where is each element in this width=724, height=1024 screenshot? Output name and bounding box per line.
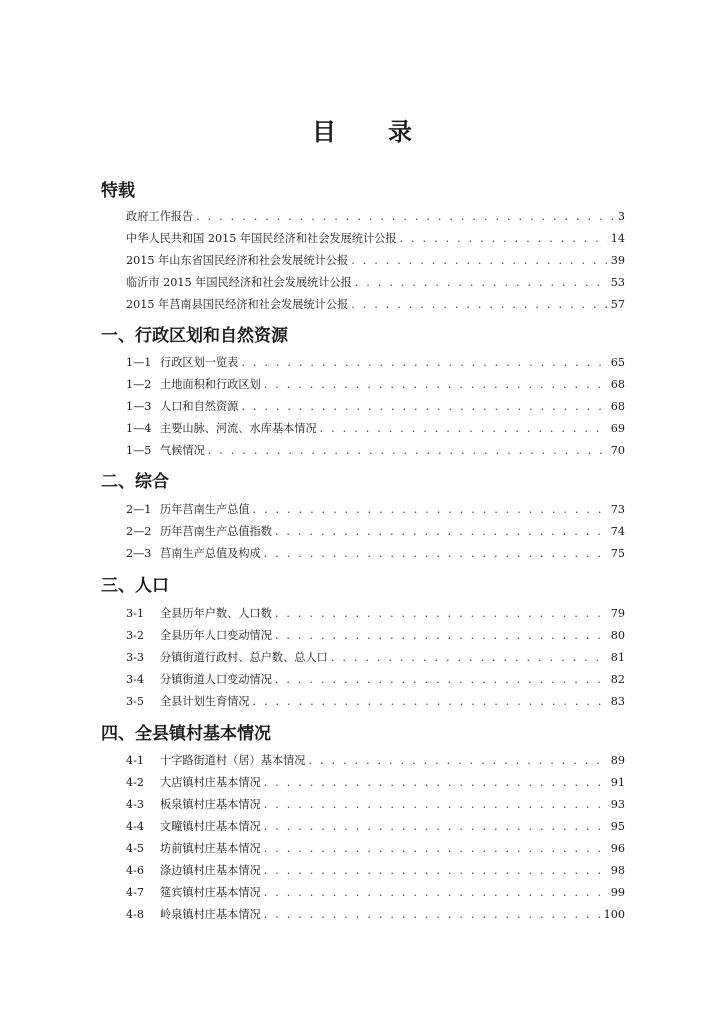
dot-leader (264, 907, 601, 923)
toc-entry[interactable] (126, 753, 625, 769)
dot-leader (264, 863, 608, 879)
entry-number: 3-2 (126, 629, 145, 642)
dot-leader (241, 399, 607, 415)
entry-page: 91 (610, 776, 625, 789)
toc-entry[interactable] (126, 297, 625, 313)
toc-entry[interactable] (126, 650, 625, 666)
entry-title: 历年莒南生产总值指数 (160, 525, 272, 538)
entry-title: 岭泉镇村庄基本情况 (160, 908, 261, 921)
entry-page: 82 (610, 673, 625, 686)
entry-page: 57 (610, 298, 625, 311)
entry-page: 79 (610, 607, 625, 620)
toc-entry[interactable] (126, 907, 625, 923)
entry-page: 99 (610, 886, 625, 899)
dot-leader (264, 797, 608, 813)
entry-title: 板泉镇村庄基本情况 (160, 798, 261, 811)
entry-page: 89 (610, 754, 625, 767)
section-heading: 四、全县镇村基本情况 (101, 724, 271, 744)
dot-leader (275, 672, 608, 688)
dot-leader (351, 253, 608, 269)
dot-leader (264, 546, 608, 562)
entry-title: 2015 年莒南县国民经济和社会发展统计公报 (126, 298, 349, 311)
entry-title: 文疃镇村庄基本情况 (160, 820, 261, 833)
entry-number: 1—5 (126, 444, 152, 457)
entry-number: 4-3 (126, 798, 145, 811)
entry-page: 83 (610, 695, 625, 708)
entry-number: 4-5 (126, 842, 145, 855)
dot-leader (264, 841, 608, 857)
entry-title: 全县历年户数、人口数 (160, 607, 272, 620)
entry-number: 3-5 (126, 695, 145, 708)
entry-number: 4-7 (126, 886, 145, 899)
toc-entry[interactable] (126, 443, 625, 459)
dot-leader (196, 209, 615, 225)
section-heading: 三、人口 (101, 576, 169, 596)
toc-entry[interactable] (126, 672, 625, 688)
entry-title: 坊前镇村庄基本情况 (160, 842, 261, 855)
entry-title: 莒南生产总值及构成 (160, 547, 261, 560)
section-heading: 二、综合 (101, 472, 169, 492)
title-char-1: 目 (312, 118, 336, 146)
entry-page: 68 (610, 400, 625, 413)
entry-number: 1—2 (126, 378, 152, 391)
entry-title: 全县历年人口变动情况 (160, 629, 272, 642)
entry-page: 93 (610, 798, 625, 811)
toc-entry[interactable] (126, 231, 625, 247)
page-title (0, 112, 724, 147)
entry-number: 4-6 (126, 864, 145, 877)
toc-entry[interactable] (126, 546, 625, 562)
toc-entry[interactable] (126, 377, 625, 393)
entry-page: 98 (610, 864, 625, 877)
entry-number: 1—1 (126, 356, 152, 369)
entry-page: 80 (610, 629, 625, 642)
entry-page: 14 (610, 232, 625, 245)
toc-entry[interactable] (126, 841, 625, 857)
entry-number: 2—3 (126, 547, 152, 560)
toc-entry[interactable] (126, 797, 625, 813)
entry-page: 3 (617, 210, 625, 223)
entry-title: 分镇街道行政村、总户数、总人口 (160, 651, 328, 664)
entry-number: 1—4 (126, 422, 152, 435)
entry-title: 政府工作报告 (126, 210, 194, 223)
section-heading: 一、行政区划和自然资源 (101, 326, 288, 346)
toc-entry[interactable] (126, 885, 625, 901)
toc-entry[interactable] (126, 399, 625, 415)
dot-leader (400, 231, 608, 247)
entry-number: 1—3 (126, 400, 152, 413)
entry-page: 81 (610, 651, 625, 664)
entry-title: 筵宾镇村庄基本情况 (160, 886, 261, 899)
entry-page: 65 (610, 356, 625, 369)
entry-page: 39 (610, 254, 625, 267)
entry-number: 4-4 (126, 820, 145, 833)
toc-entry[interactable] (126, 775, 625, 791)
entry-page: 68 (610, 378, 625, 391)
entry-title: 中华人民共和国 2015 年国民经济和社会发展统计公报 (126, 232, 397, 245)
dot-leader (241, 355, 607, 371)
dot-leader (320, 421, 608, 437)
toc-entry[interactable] (126, 253, 625, 269)
entry-page: 70 (610, 444, 625, 457)
dot-leader (264, 819, 608, 835)
dot-leader (355, 275, 608, 291)
entry-title: 行政区划一览表 (160, 356, 239, 369)
toc-entry[interactable] (126, 209, 625, 225)
dot-leader (253, 694, 608, 710)
entry-title: 分镇街道人口变动情况 (160, 673, 272, 686)
entry-number: 2—2 (126, 525, 152, 538)
toc-entry[interactable] (126, 606, 625, 622)
dot-leader (253, 502, 608, 518)
entry-page: 69 (610, 422, 625, 435)
entry-page: 73 (610, 503, 625, 516)
dot-leader (308, 753, 607, 769)
entry-page: 95 (610, 820, 625, 833)
toc-entry[interactable] (126, 863, 625, 879)
entry-number: 3-4 (126, 673, 145, 686)
entry-page: 96 (610, 842, 625, 855)
entry-number: 3-1 (126, 607, 145, 620)
toc-entry[interactable] (126, 502, 625, 518)
entry-number: 4-1 (126, 754, 145, 767)
entry-page: 53 (610, 276, 625, 289)
dot-leader (275, 628, 608, 644)
entry-page: 75 (610, 547, 625, 560)
title-char-2: 录 (388, 118, 412, 146)
toc-entry[interactable] (126, 819, 625, 835)
entry-number: 2—1 (126, 503, 152, 516)
dot-leader (264, 377, 608, 393)
dot-leader (351, 297, 608, 313)
dot-leader (331, 650, 608, 666)
toc-entry[interactable] (126, 421, 625, 437)
entry-title: 2015 年山东省国民经济和社会发展统计公报 (126, 254, 349, 267)
entry-page: 74 (610, 525, 625, 538)
entry-title: 主要山脉、河流、水库基本情况 (160, 422, 317, 435)
entry-number: 4-8 (126, 908, 145, 921)
toc-entry[interactable] (126, 524, 625, 540)
entry-title: 十字路街道村（居）基本情况 (160, 754, 306, 767)
entry-title: 气候情况 (160, 444, 205, 457)
dot-leader (264, 885, 608, 901)
toc-entry[interactable] (126, 628, 625, 644)
toc-entry[interactable] (126, 355, 625, 371)
entry-title: 土地面积和行政区划 (160, 378, 261, 391)
toc-entry[interactable] (126, 275, 625, 291)
dot-leader (208, 443, 608, 459)
section-heading: 特载 (101, 181, 135, 201)
dot-leader (264, 775, 608, 791)
entry-title: 全县计划生育情况 (160, 695, 250, 708)
dot-leader (275, 524, 608, 540)
entry-title: 历年莒南生产总值 (160, 503, 250, 516)
dot-leader (275, 606, 608, 622)
entry-number: 4-2 (126, 776, 145, 789)
entry-title: 人口和自然资源 (160, 400, 239, 413)
entry-title: 涤边镇村庄基本情况 (160, 864, 261, 877)
entry-page: 100 (603, 908, 625, 921)
entry-title: 临沂市 2015 年国民经济和社会发展统计公报 (126, 276, 352, 289)
entry-title: 大店镇村庄基本情况 (160, 776, 261, 789)
entry-number: 3-3 (126, 651, 145, 664)
toc-entry[interactable] (126, 694, 625, 710)
